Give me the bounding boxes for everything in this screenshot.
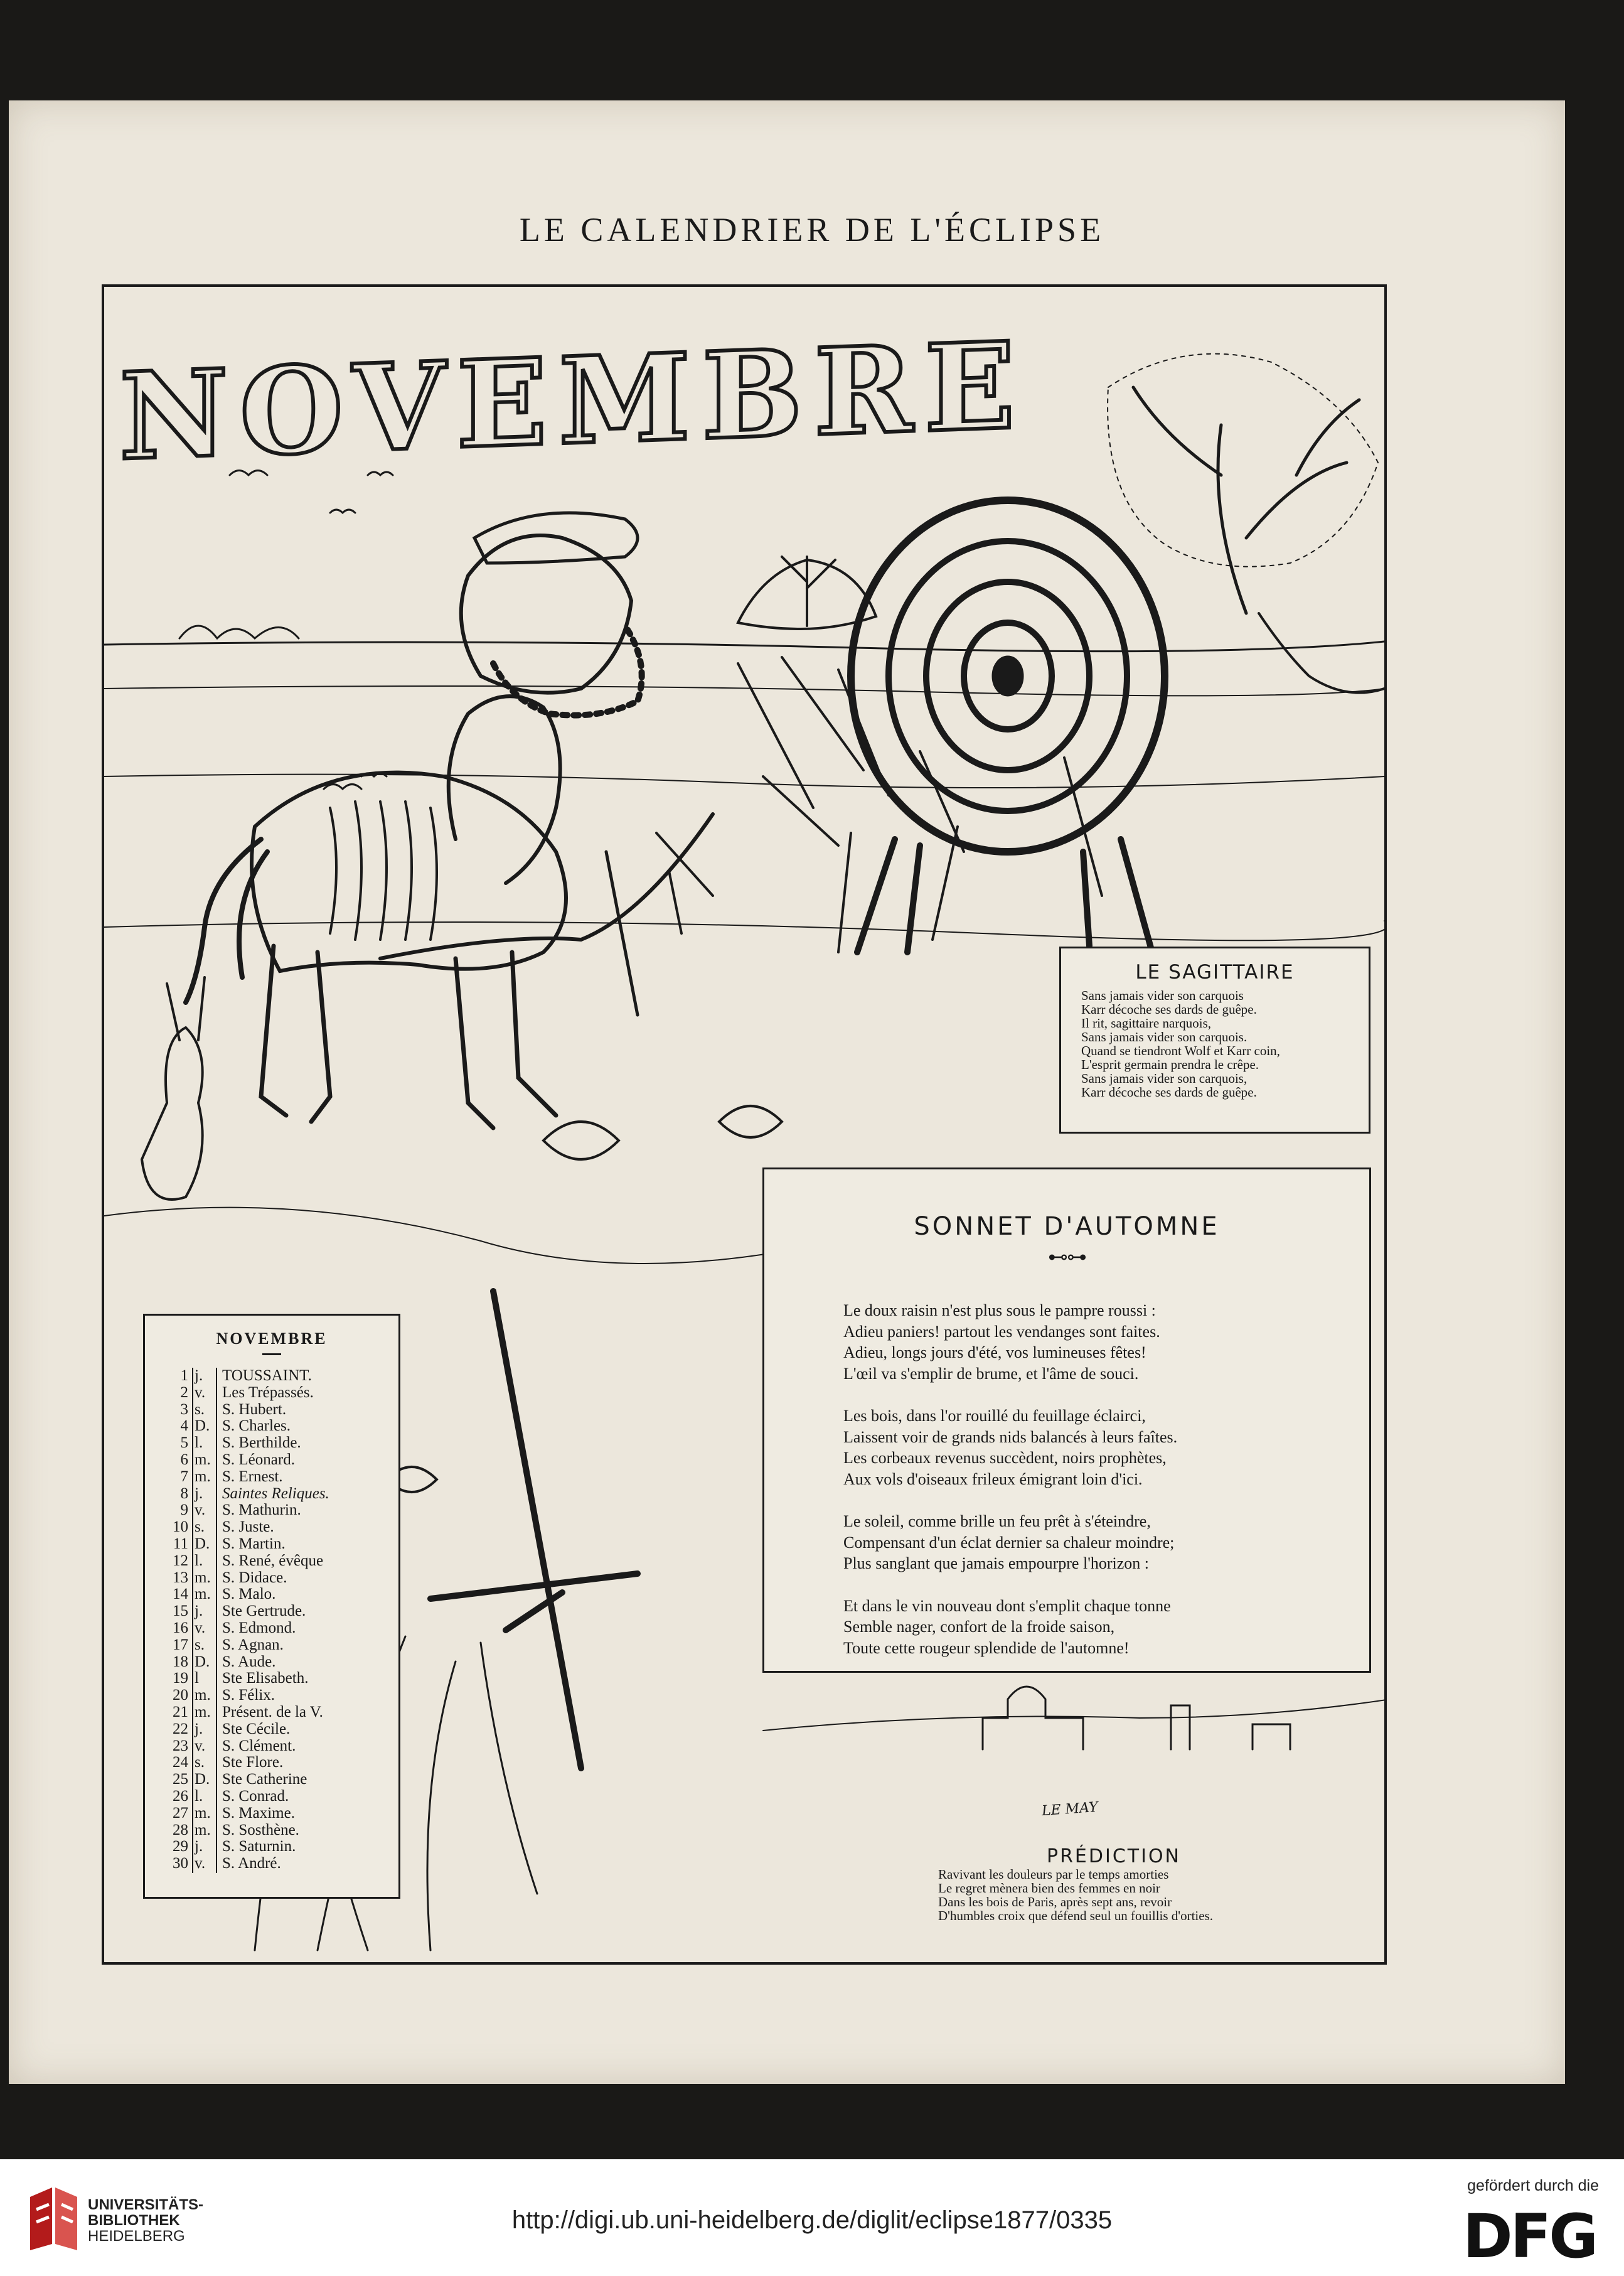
calendar-saint: S. Maxime. bbox=[222, 1804, 295, 1822]
calendar-day-number: 15 bbox=[173, 1602, 188, 1620]
calendar-day-number: 3 bbox=[180, 1400, 188, 1418]
calendar-row bbox=[158, 1805, 398, 1822]
prediction-line: Dans les bois de Paris, après sept ans, revoir bbox=[938, 1894, 1172, 1909]
calendar-row bbox=[158, 1469, 398, 1486]
calendar-saint: S. René, évêque bbox=[222, 1552, 324, 1569]
prediction-line: Le regret mènera bien des femmes en noir bbox=[938, 1881, 1160, 1896]
sonnet-line: Laissent voir de grands nids balancés à leurs faîtes. bbox=[843, 1427, 1178, 1446]
sagittaire-box bbox=[1059, 947, 1370, 1134]
calendar-saint: S. Didace. bbox=[222, 1569, 287, 1586]
calendar-weekday: v. bbox=[195, 1855, 206, 1872]
calendar-day-number: 1 bbox=[180, 1367, 188, 1384]
calendar-weekday: m. bbox=[195, 1468, 211, 1485]
calendar-weekday: v. bbox=[195, 1501, 206, 1519]
sagittaire-line: Sans jamais vider son carquois bbox=[1081, 988, 1244, 1003]
calendar-row bbox=[158, 1519, 398, 1536]
sonnet-stanza bbox=[843, 1511, 1369, 1574]
calendar-row bbox=[158, 1586, 398, 1603]
calendar-row bbox=[158, 1771, 398, 1788]
calendar-weekday: D. bbox=[195, 1535, 210, 1552]
sagittaire-line: Quand se tiendront Wolf et Karr coin, bbox=[1081, 1043, 1280, 1058]
calendar-day-number: 11 bbox=[173, 1535, 188, 1552]
calendar-row bbox=[158, 1637, 398, 1654]
calendar-row bbox=[158, 1368, 398, 1385]
calendar-saint: S. André. bbox=[222, 1855, 281, 1872]
dfg-logo: DFG bbox=[1462, 2201, 1596, 2272]
page-header: LE CALENDRIER DE L'ÉCLIPSE bbox=[519, 211, 1105, 249]
sagittaire-line: L'esprit germain prendra le crêpe. bbox=[1081, 1057, 1259, 1072]
calendar-day-number: 9 bbox=[180, 1501, 188, 1519]
calendar-day-number: 17 bbox=[173, 1636, 188, 1653]
calendar-weekday: m. bbox=[195, 1804, 211, 1822]
sonnet-line: Les corbeaux revenus succèdent, noirs prophètes, bbox=[843, 1449, 1167, 1467]
sonnet-line: Compensant d'un éclat dernier sa chaleur moindre; bbox=[843, 1533, 1175, 1552]
calendar-day-number: 20 bbox=[173, 1687, 188, 1704]
calendar-weekday: m. bbox=[195, 1569, 211, 1586]
calendar-row bbox=[158, 1839, 398, 1855]
sagittaire-line: Karr décoche ses dards de guêpe. bbox=[1081, 1002, 1257, 1017]
sonnet-stanza bbox=[843, 1405, 1369, 1490]
calendar-weekday: D. bbox=[195, 1653, 210, 1670]
calendar-saint: S. Ernest. bbox=[222, 1468, 283, 1485]
funding-caption: gefördert durch die bbox=[1467, 2177, 1599, 2194]
calendar-saint: S. Agnan. bbox=[222, 1636, 284, 1653]
calendar-day-number: 12 bbox=[173, 1552, 188, 1569]
calendar-weekday: D. bbox=[195, 1417, 210, 1435]
calendar-row bbox=[158, 1788, 398, 1805]
calendar-saint: Ste Elisabeth. bbox=[222, 1670, 309, 1687]
prediction-section bbox=[938, 1845, 1315, 1923]
calendar-day-number: 18 bbox=[173, 1653, 188, 1670]
prediction-line: D'humbles croix que défend seul un fouillis d'orties. bbox=[938, 1908, 1213, 1923]
calendar-weekday: j. bbox=[195, 1367, 203, 1384]
sonnet-line: Adieu paniers! partout les vendanges sont faites. bbox=[843, 1322, 1160, 1341]
calendar-day-number: 8 bbox=[180, 1484, 188, 1502]
calendar-saint: S. Félix. bbox=[222, 1687, 275, 1704]
sonnet-line: Aux vols d'oiseaux frileux émigrant loin d'ici. bbox=[843, 1469, 1143, 1488]
calendar-saint: TOUSSAINT. bbox=[222, 1367, 312, 1384]
month-title: NOVEMBRE bbox=[119, 315, 1027, 487]
calendar-row bbox=[158, 1435, 398, 1452]
calendar-row bbox=[158, 1603, 398, 1620]
calendar-row bbox=[158, 1670, 398, 1687]
sonnet-line: Semble nager, confort de la froide saison, bbox=[843, 1618, 1115, 1636]
library-name-line: UNIVERSITÄTS- bbox=[88, 2196, 204, 2213]
calendar-day-number: 28 bbox=[173, 1821, 188, 1839]
calendar-weekday: m. bbox=[195, 1687, 211, 1704]
calendar-row bbox=[158, 1704, 398, 1721]
calendar-day-number: 30 bbox=[173, 1855, 188, 1872]
sagittaire-line: Sans jamais vider son carquois, bbox=[1081, 1071, 1247, 1086]
calendar-day-number: 14 bbox=[173, 1586, 188, 1603]
calendar-saint: S. Mathurin. bbox=[222, 1501, 301, 1519]
calendar-weekday: m. bbox=[195, 1821, 211, 1839]
calendar-saint: Présent. de la V. bbox=[222, 1703, 323, 1720]
calendar-day-number: 22 bbox=[173, 1720, 188, 1737]
calendar-weekday: j. bbox=[195, 1838, 203, 1855]
calendar-row bbox=[158, 1402, 398, 1419]
sagittaire-line: Karr décoche ses dards de guêpe. bbox=[1081, 1085, 1257, 1100]
calendar-day-number: 4 bbox=[180, 1417, 188, 1435]
sonnet-line: Le doux raisin n'est plus sous le pampre roussi : bbox=[843, 1301, 1156, 1319]
calendar-row bbox=[158, 1385, 398, 1402]
calendar-day-number: 27 bbox=[173, 1804, 188, 1822]
prediction-line: Ravivant les douleurs par le temps amorties bbox=[938, 1867, 1169, 1882]
calendar-weekday: j. bbox=[195, 1602, 203, 1620]
calendar-day-number: 23 bbox=[173, 1737, 188, 1754]
calendar-day-number: 29 bbox=[173, 1838, 188, 1855]
sonnet-line: Et dans le vin nouveau dont s'emplit chaque tonne bbox=[843, 1596, 1171, 1615]
calendar-row bbox=[158, 1822, 398, 1839]
calendar-row bbox=[158, 1553, 398, 1570]
calendar-row bbox=[158, 1654, 398, 1671]
calendar-weekday: v. bbox=[195, 1383, 206, 1401]
viewer-footer bbox=[0, 2159, 1624, 2276]
calendar-saint: Ste Cécile. bbox=[222, 1720, 291, 1737]
calendar-saint: S. Charles. bbox=[222, 1417, 291, 1435]
calendar-row bbox=[158, 1418, 398, 1435]
page-url-link[interactable]: http://digi.ub.uni-heidelberg.de/diglit/eclipse1877/0335 bbox=[511, 2206, 1113, 2234]
sonnet-box bbox=[762, 1168, 1371, 1673]
library-name-line: HEIDELBERG bbox=[88, 2228, 185, 2245]
calendar-day-number: 16 bbox=[173, 1619, 188, 1636]
sonnet-line: Les bois, dans l'or rouillé du feuillage éclairci, bbox=[843, 1407, 1146, 1425]
calendar-weekday: l. bbox=[195, 1787, 203, 1805]
calendar-weekday: l. bbox=[195, 1552, 203, 1569]
calendar-saint: S. Conrad. bbox=[222, 1787, 289, 1805]
sonnet-line: Plus sanglant que jamais empourpre l'horizon : bbox=[843, 1554, 1150, 1572]
calendar-weekday: D. bbox=[195, 1771, 210, 1788]
sonnet-title: SONNET D'AUTOMNE bbox=[914, 1212, 1220, 1241]
calendar-row bbox=[158, 1855, 398, 1872]
calendar-row bbox=[158, 1687, 398, 1704]
sonnet-line: L'œil va s'emplir de brume, et l'âme de souci. bbox=[843, 1364, 1139, 1383]
calendar-saint: Ste Gertrude. bbox=[222, 1602, 306, 1620]
calendar-day-number: 10 bbox=[173, 1518, 188, 1536]
calendar-row bbox=[158, 1721, 398, 1738]
library-name-line: BIBLIOTHEK bbox=[88, 2212, 180, 2229]
calendar-weekday: l. bbox=[195, 1434, 203, 1452]
calendar-weekday: m. bbox=[195, 1703, 211, 1720]
calendar-saint: Les Trépassés. bbox=[222, 1383, 314, 1401]
calendar-saint: Ste Flore. bbox=[222, 1754, 284, 1771]
calendar-weekday: l bbox=[195, 1670, 199, 1687]
calendar-day-number: 5 bbox=[180, 1434, 188, 1452]
calendar-saint: S. Juste. bbox=[222, 1518, 274, 1536]
calendar-saint: Ste Catherine bbox=[222, 1771, 307, 1788]
calendar-weekday: s. bbox=[195, 1754, 205, 1771]
calendar-weekday: m. bbox=[195, 1451, 211, 1468]
sagittaire-line: Il rit, sagittaire narquois, bbox=[1081, 1016, 1212, 1031]
calendar-day-number: 13 bbox=[173, 1569, 188, 1586]
sonnet-line: Adieu, longs jours d'été, vos lumineuses fêtes! bbox=[843, 1343, 1146, 1361]
calendar-list bbox=[145, 1368, 398, 1872]
sonnet-line: Toute cette rougeur splendide de l'automne! bbox=[843, 1638, 1130, 1657]
calendar-saint: S. Léonard. bbox=[222, 1451, 295, 1468]
calendar-weekday: s. bbox=[195, 1518, 205, 1536]
calendar-title: NOVEMBRE bbox=[216, 1329, 328, 1348]
calendar-saint: S. Aude. bbox=[222, 1653, 276, 1670]
calendar-saint: S. Martin. bbox=[222, 1535, 286, 1552]
calendar-box bbox=[143, 1314, 400, 1899]
calendar-saint: S. Clément. bbox=[222, 1737, 296, 1754]
calendar-saint: S. Berthilde. bbox=[222, 1434, 301, 1452]
calendar-weekday: v. bbox=[195, 1737, 206, 1754]
calendar-day-number: 21 bbox=[173, 1703, 188, 1720]
calendar-weekday: j. bbox=[195, 1484, 203, 1502]
calendar-row bbox=[158, 1502, 398, 1519]
calendar-saint: S. Malo. bbox=[222, 1586, 276, 1603]
calendar-row bbox=[158, 1738, 398, 1755]
calendar-day-number: 26 bbox=[173, 1787, 188, 1805]
calendar-saint: S. Edmond. bbox=[222, 1619, 296, 1636]
calendar-day-number: 7 bbox=[180, 1468, 188, 1485]
prediction-title: PRÉDICTION bbox=[1046, 1845, 1181, 1867]
calendar-saint: S. Saturnin. bbox=[222, 1838, 296, 1855]
sonnet-line: Le soleil, comme brille un feu prêt à s'éteindre, bbox=[843, 1512, 1151, 1530]
sonnet-stanza bbox=[843, 1300, 1369, 1384]
artist-signature: LE MAY bbox=[1041, 1799, 1099, 1820]
calendar-saint: Saintes Reliques. bbox=[222, 1484, 329, 1502]
ornament-divider: ⊷⊶ bbox=[1048, 1245, 1086, 1268]
calendar-row bbox=[158, 1754, 398, 1771]
calendar-row bbox=[158, 1620, 398, 1637]
calendar-day-number: 24 bbox=[173, 1754, 188, 1771]
calendar-day-number: 25 bbox=[173, 1771, 188, 1788]
calendar-weekday: j. bbox=[195, 1720, 203, 1737]
calendar-weekday: s. bbox=[195, 1400, 205, 1418]
calendar-day-number: 6 bbox=[180, 1451, 188, 1468]
calendar-row bbox=[158, 1452, 398, 1469]
sonnet-stanza bbox=[843, 1596, 1369, 1659]
calendar-saint: S. Sosthène. bbox=[222, 1821, 299, 1839]
calendar-day-number: 2 bbox=[180, 1383, 188, 1401]
calendar-row bbox=[158, 1570, 398, 1587]
calendar-saint: S. Hubert. bbox=[222, 1400, 287, 1418]
calendar-row bbox=[158, 1536, 398, 1553]
calendar-day-number: 19 bbox=[173, 1670, 188, 1687]
calendar-row bbox=[158, 1486, 398, 1503]
sagittaire-line: Sans jamais vider son carquois. bbox=[1081, 1029, 1247, 1044]
sagittaire-title: LE SAGITTAIRE bbox=[1135, 961, 1295, 984]
calendar-weekday: v. bbox=[195, 1619, 206, 1636]
calendar-weekday: s. bbox=[195, 1636, 205, 1653]
calendar-weekday: m. bbox=[195, 1586, 211, 1603]
